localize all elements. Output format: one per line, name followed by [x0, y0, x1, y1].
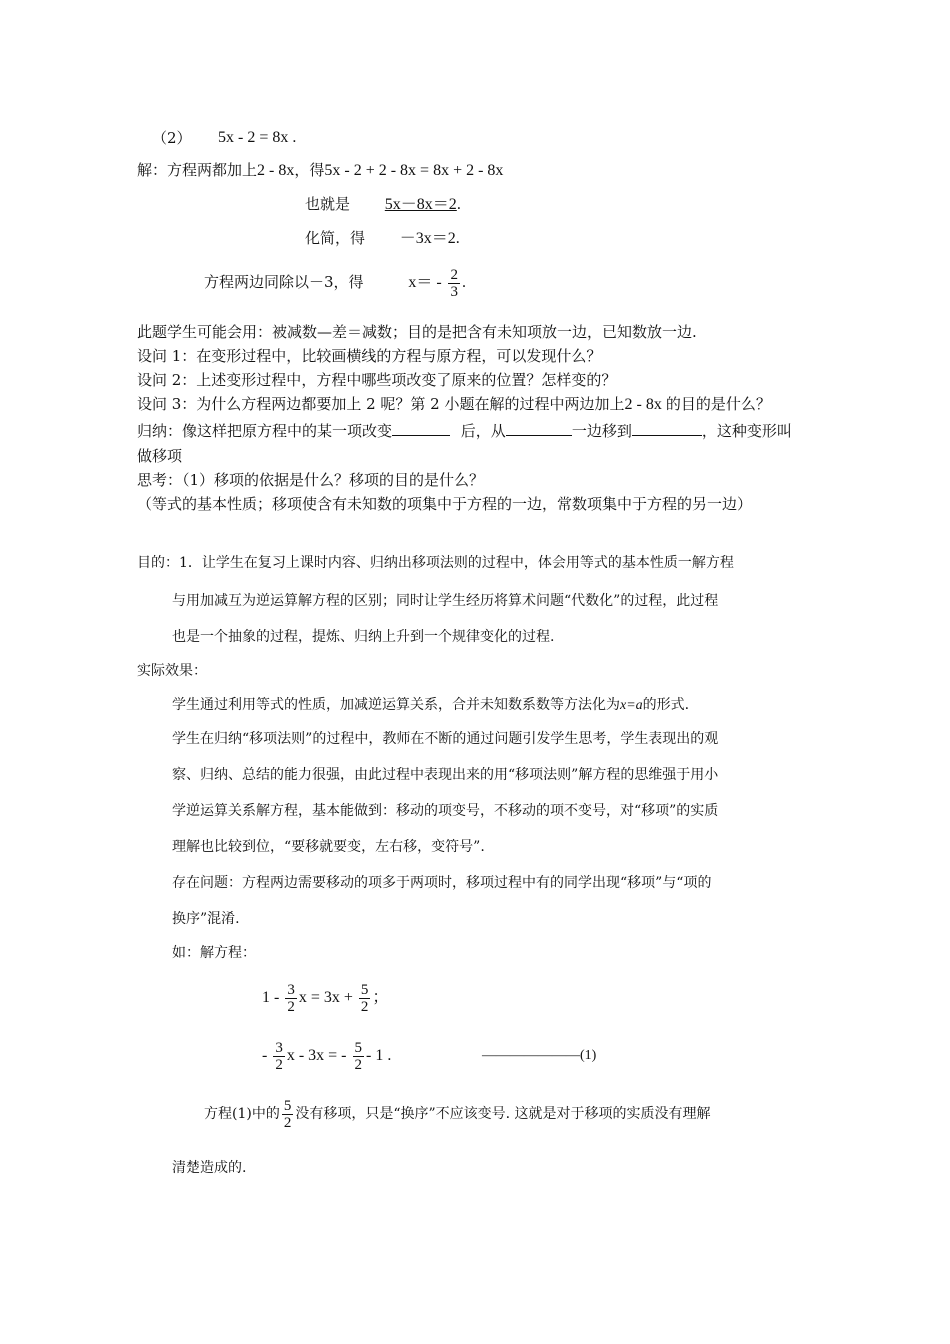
purpose-line-3: 也是一个抽象的过程，提炼、归纳上升到一个规律变化的过程.	[172, 629, 555, 645]
effect-heading: 实际效果：	[137, 663, 207, 679]
solution-line-4: 方程两边同除以－3，得 x＝ - $\frac{2}{3}$ .	[204, 266, 466, 300]
example-heading: 如：解方程：	[172, 945, 256, 961]
equation-tag: ———————(1)	[482, 1048, 597, 1063]
effect-p2-line-2: 察、归纳、总结的能力很强，由此过程中表现出来的用“移项法则”解方程的思维强于用小	[172, 767, 719, 783]
solution-line-2: 也就是 5x－8x＝2.	[305, 195, 461, 213]
solution-line-3: 化简，得 －3x＝2.	[305, 229, 460, 247]
discussion-note: 此题学生可能会用：被减数—差＝减数；目的是把含有未知项放一边，已知数放一边.	[137, 323, 697, 341]
fraction-five-halves: $\frac{5}{2}$	[283, 1097, 292, 1131]
fraction-five-halves: $\frac{5}{2}$	[360, 981, 369, 1015]
effect-p2-line-4: 理解也比较到位，“要移就要变，左右移，变符号”.	[172, 839, 485, 855]
summary-line: 归纳：像这样把原方程中的某一项改变 后，从 一边移到 ，这种变形叫	[137, 422, 792, 440]
example-equation-2: - $\frac{3}{2}$ x - 3x = - $\frac{5}{2}$ - 1 .	[262, 1039, 392, 1073]
fraction-three-halves: $\frac{3}{2}$	[287, 981, 295, 1015]
effect-p2-line-1: 学生在归纳“移项法则”的过程中，教师在不断的通过问题引发学生思考，学生表现出的观	[172, 731, 719, 747]
question-1: 设问 1：在变形过程中，比较画横线的方程与原方程，可以发现什么？	[137, 347, 602, 365]
effect-p3-line-1: 存在问题：方程两边需要移动的项多于两项时，移项过程中有的同学出现“移项”与“项的	[172, 875, 712, 891]
purpose-line-2: 与用加减互为逆运算解方程的区别；同时让学生经历将算术问题“代数化”的过程，此过程	[172, 593, 719, 609]
conclusion-line-2: 清楚造成的.	[172, 1160, 247, 1176]
effect-p2-line-3: 学逆运算关系解方程，基本能做到：移动的项变号，不移动的项不变号，对“移项”的实质	[172, 803, 719, 819]
effect-p3-line-2: 换序”混淆.	[172, 911, 240, 927]
think-question: 思考：（1）移项的依据是什么？移项的目的是什么？	[137, 471, 485, 489]
example-equation-1: 1 - $\frac{3}{2}$ x = 3x + $\frac{5}{2}$ ；	[262, 981, 389, 1015]
purpose-line-1: 目的：1．让学生在复习上课时内容、归纳出移项法则的过程中，体会用等式的基本性质一解方程	[137, 555, 734, 571]
fraction-three-halves: $\frac{3}{2}$	[275, 1039, 283, 1073]
summary-line-2: 做移项	[137, 447, 183, 465]
fraction-five-halves: $\frac{5}{2}$	[354, 1039, 363, 1073]
solution-line-1: 解：方程两都加上2 - 8x，得5x - 2 + 2 - 8x = 8x + 2 - 8x	[137, 161, 504, 179]
problem-equation: 5x - 2 = 8x .	[218, 129, 297, 146]
question-3: 设问 3：为什么方程两边都要加上 2 呢？第 2 小题在解的过程中两边加上2 - 8x 的目的是什么？	[137, 395, 771, 413]
effect-p1: 学生通过利用等式的性质，加减逆运算关系，合并未知数系数等方法化为x=a的形式.	[172, 697, 690, 713]
think-answer: （等式的基本性质；移项使含有未知数的项集中于方程的一边，常数项集中于方程的另一边）	[137, 495, 753, 513]
fraction-two-thirds: $\frac{2}{3}$	[450, 266, 458, 300]
question-2: 设问 2：上述变形过程中，方程中哪些项改变了原来的位置？怎样变的？	[137, 371, 617, 389]
conclusion-line-1: 方程(1)中的 $\frac{5}{2}$ 没有移项，只是“换序”不应该变号. 这就是对于移项的实质没有理解	[204, 1097, 711, 1131]
problem-label: （2）	[152, 129, 192, 147]
